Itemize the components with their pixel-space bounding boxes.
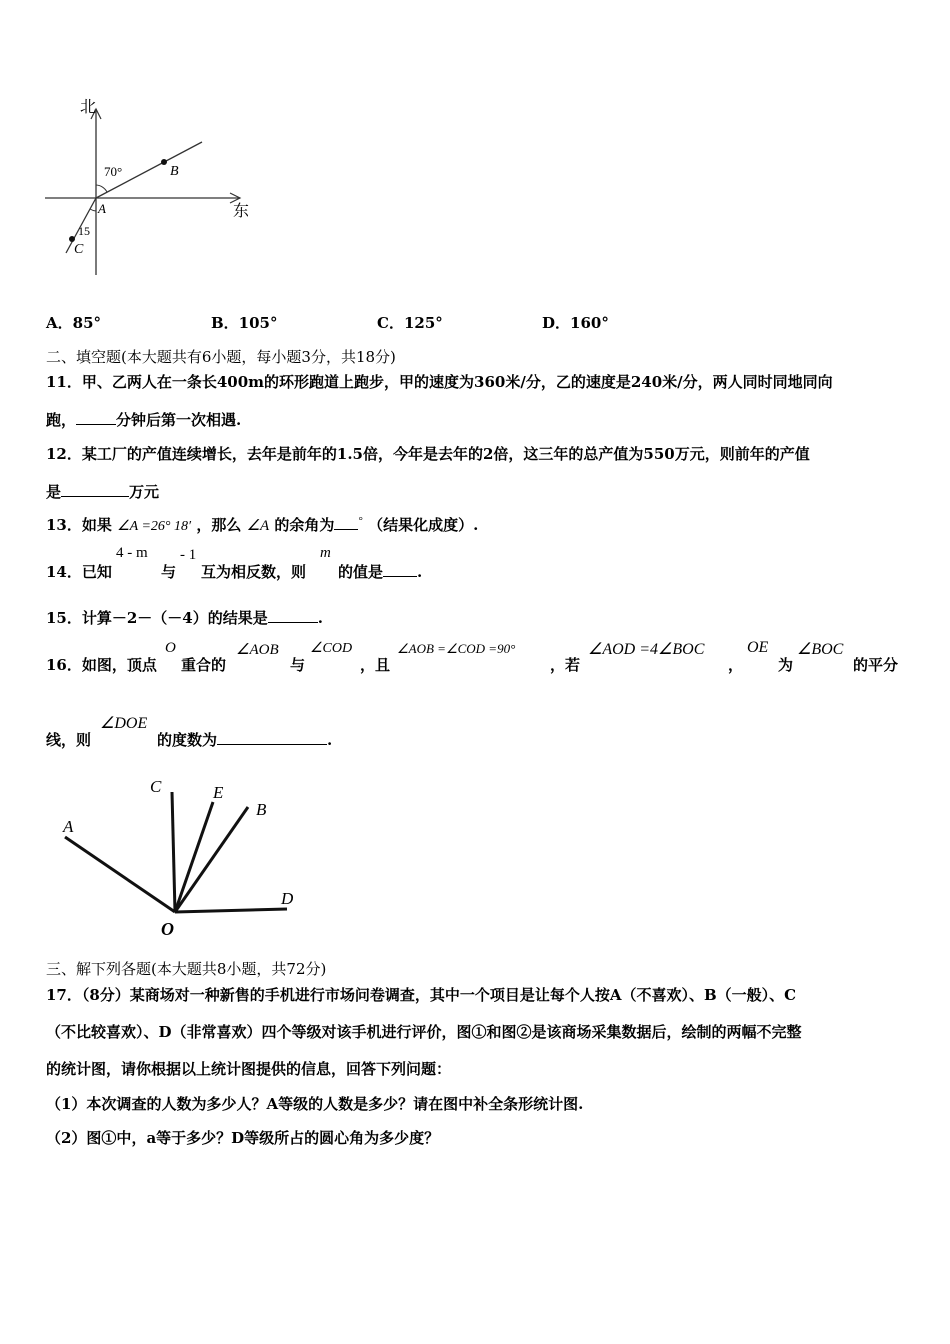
label-e: E [213,783,224,802]
q17-sub1: （1）本次调查的人数为多少人？A等级的人数是多少？请在图中补全条形统计图. [46,1095,584,1113]
q11-line1: 11．甲、乙两人在一条长400m的环形跑道上跑步，甲的速度为360米/分，乙的速度是240米/分，两人同时同地同向 [46,373,833,391]
q16-eq2: ∠AOD =4∠BOC [588,641,705,658]
angle-15-arc [90,209,96,211]
east-label: 东 [233,203,250,220]
q12-line2 [46,481,159,502]
q16-doe: ∠DOE [100,715,148,732]
q15-pre: 15．计算－2－（－4）的结果是 [46,609,268,627]
direction-figure [40,95,265,280]
q14-pre: 14．已知 [46,563,112,581]
ray-oa [65,837,175,912]
q13-post2: （结果化成度）. [368,516,479,534]
option-d: D．160° [542,314,609,332]
q13-mid: ，那么 [196,516,242,534]
section3-title: 三、解下列各题(本大题共8小题，共72分) [46,960,327,978]
q14-mid: 互为相反数，则 [201,563,307,581]
angle-15-label: 15 [78,224,90,238]
label-d: D [281,889,294,908]
ray-oe [175,802,213,912]
q14-end: . [417,563,423,581]
q16-end: . [327,731,333,749]
angle-figure [55,770,315,940]
q17-line1: 17．（8分）某商场对一种新售的手机进行市场问卷调查，其中一个项目是让每个人按A（不喜欢）、B（一般）、C [46,986,797,1004]
option-c: C．125° [377,314,443,332]
q13-deg: ° [358,515,363,527]
q13-expr: ∠A =26° 18′ [117,519,192,534]
q13-pre: 13．如果 [46,516,112,534]
q16-wei: 为 [778,656,794,674]
q13-angle: ∠A [246,518,270,534]
q17-sub2: （2）图①中，a等于多少？D等级所占的圆心角为多少度？ [46,1129,440,1147]
point-b-label: B [170,164,179,179]
q16-and: 与 [290,656,306,674]
north-label: 北 [80,99,97,116]
q16-pre: 16．如图，顶点 [46,656,157,674]
q13-line [46,514,478,535]
q11-line2 [46,409,241,430]
q16-cod: ∠COD [310,641,353,656]
q16-eq1: ∠AOB =∠COD =90° [397,641,516,656]
section2-title: 二、填空题(本大题共有6小题，每小题3分，共18分) [46,348,396,366]
q13-post1: 的余角为 [274,516,335,534]
label-o: O [161,919,174,939]
point-a-label: A [98,201,106,216]
q16-qie: ，且 [360,656,391,674]
q16-coincide: 重合的 [181,656,227,674]
angle-70-arc [96,185,107,192]
option-b: B．105° [211,314,278,332]
point-b-dot [161,159,167,165]
q14-with: 与 [161,563,177,581]
q17-line2: （不比较喜欢）、D（非常喜欢）四个等级对该手机进行评价，图①和图②是该商场采集数据后，绘制的两幅不完整 [46,1023,802,1041]
q14-var: m [320,545,331,561]
q16-comma: ， [728,656,744,674]
q16-blank [217,730,327,745]
q16-aob: ∠AOB [236,642,279,658]
label-b: B [256,800,267,819]
q12-line2-pre: 是 [46,483,62,501]
label-a: A [63,817,74,836]
q17-line3: 的统计图，请你根据以上统计图提供的信息，回答下列问题： [46,1060,452,1078]
q16-bisect: 的平分 [853,656,899,674]
ray-ob [175,807,248,912]
q14-post [338,561,422,582]
q12-line1: 12．某工厂的产值连续增长，去年是前年的1.5倍，今年是去年的2倍，这三年的总产值为550万元，则前年的产值 [46,445,810,463]
q16-boc: ∠BOC [797,641,844,658]
q11-line2-post: 分钟后第一次相遇. [116,411,242,429]
option-a: A．85° [46,314,102,332]
ray-oc [172,792,175,912]
label-c: C [150,777,162,796]
q16-o: O [165,640,176,656]
point-c-label: C [74,242,84,257]
q16-line2-pre: 线，则 [46,731,92,749]
q14-blank [383,562,417,577]
q13-blank [334,515,358,530]
q16-ruo: ，若 [550,656,581,674]
ray-od [175,909,287,912]
q16-line2-post [157,729,332,750]
q14-post-text: 的值是 [338,563,384,581]
q15-end: . [317,609,323,627]
q12-line2-post: 万元 [129,483,160,501]
q15-blank [268,608,318,623]
q11-blank [76,410,116,425]
q15-line [46,607,323,628]
q16-oe: OE [747,639,769,656]
q14-expr1: 4 - m [116,545,148,561]
q11-line2-pre: 跑， [46,411,77,429]
angle-70-label: 70° [104,164,123,179]
q16-line2-post-text: 的度数为 [157,731,218,749]
q14-expr2: - 1 [180,547,197,563]
q12-blank [61,482,129,497]
